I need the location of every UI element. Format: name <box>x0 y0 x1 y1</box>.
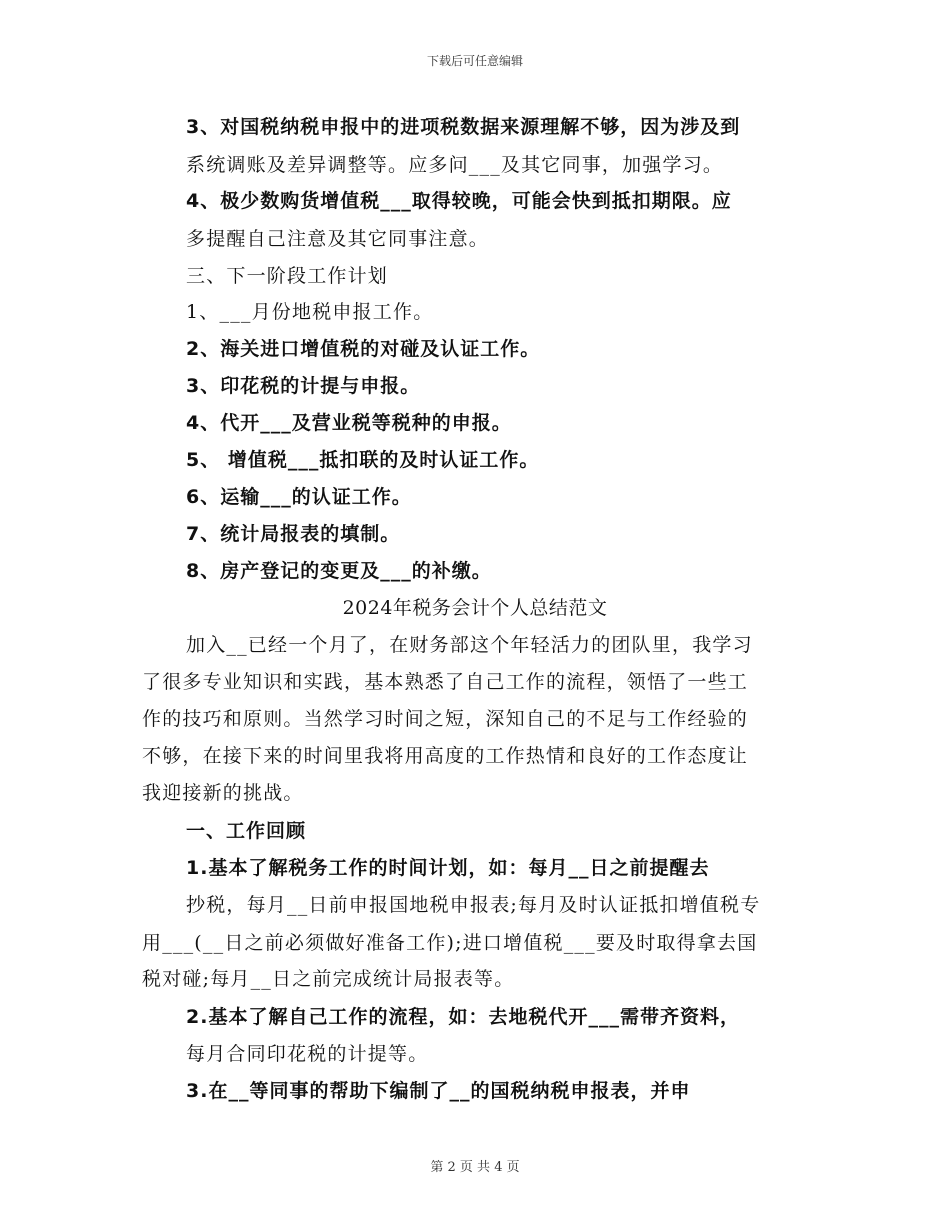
list-item-4: 4、极少数购货增值税___取得较晚，可能会快到抵扣期限。应 <box>186 190 732 212</box>
intro-paragraph-line-2: 了很多专业知识和实践，基本熟悉了自己工作的流程，领悟了一些工 <box>142 671 749 693</box>
review-item-2: 2.基本了解自己工作的流程，如：去地税代开___需带齐资料， <box>186 1006 740 1028</box>
review-item-1: 1.基本了解税务工作的时间计划，如：每月__日之前提醒去 <box>186 857 710 879</box>
review-item-1-line-4: 税对碰;每月__日之前完成统计局报表等。 <box>142 968 515 990</box>
section-heading-review: 一、工作回顾 <box>186 820 307 842</box>
plan-item-2: 2、海关进口增值税的对碰及认证工作。 <box>186 338 541 360</box>
review-item-3: 3.在__等同事的帮助下编制了__的国税纳税申报表，并申 <box>186 1080 691 1102</box>
plan-item-6: 6、运输___的认证工作。 <box>186 486 412 508</box>
plan-item-4: 4、代开___及营业税等税种的申报。 <box>186 412 512 434</box>
page-footer: 第 2 页 共 4 页 <box>430 1160 520 1175</box>
list-item-3-continued: 系统调账及差异调整等。应多问___及其它同事，加强学习。 <box>186 154 724 176</box>
plan-item-1: 1、___月份地税申报工作。 <box>186 301 434 323</box>
document-title: 2024年税务会计个人总结范文 <box>342 597 608 619</box>
review-item-1-line-3: 用___(__日之前必须做好准备工作);进口增值税___要及时取得拿去国 <box>142 932 758 954</box>
intro-paragraph-line-1: 加入__已经一个月了，在财务部这个年轻活力的团队里，我学习 <box>186 634 753 656</box>
page-header: 下载后可任意编辑 <box>426 54 523 68</box>
review-item-2-line-2: 每月合同印花税的计提等。 <box>186 1043 429 1065</box>
intro-paragraph-line-3: 作的技巧和原则。当然学习时间之短，深知自己的不足与工作经验的 <box>142 708 749 730</box>
list-item-4-continued: 多提醒自己注意及其它同事注意。 <box>186 228 490 250</box>
section-heading-plan: 三、下一阶段工作计划 <box>186 265 389 287</box>
intro-paragraph-line-4: 不够，在接下来的时间里我将用高度的工作热情和良好的工作态度让 <box>142 745 749 767</box>
review-item-1-line-2: 抄税，每月__日前申报国地税申报表;每月及时认证抵扣增值税专 <box>186 894 761 916</box>
plan-item-8: 8、房产登记的变更及___的补缴。 <box>186 560 492 582</box>
plan-item-7: 7、统计局报表的填制。 <box>186 523 401 545</box>
intro-paragraph-line-5: 我迎接新的挑战。 <box>142 782 304 804</box>
plan-item-3: 3、印花税的计提与申报。 <box>186 375 421 397</box>
list-item-3: 3、对国税纳税申报中的进项税数据来源理解不够，因为涉及到 <box>186 116 741 138</box>
plan-item-5: 5、 增值税___抵扣联的及时认证工作。 <box>186 449 540 471</box>
